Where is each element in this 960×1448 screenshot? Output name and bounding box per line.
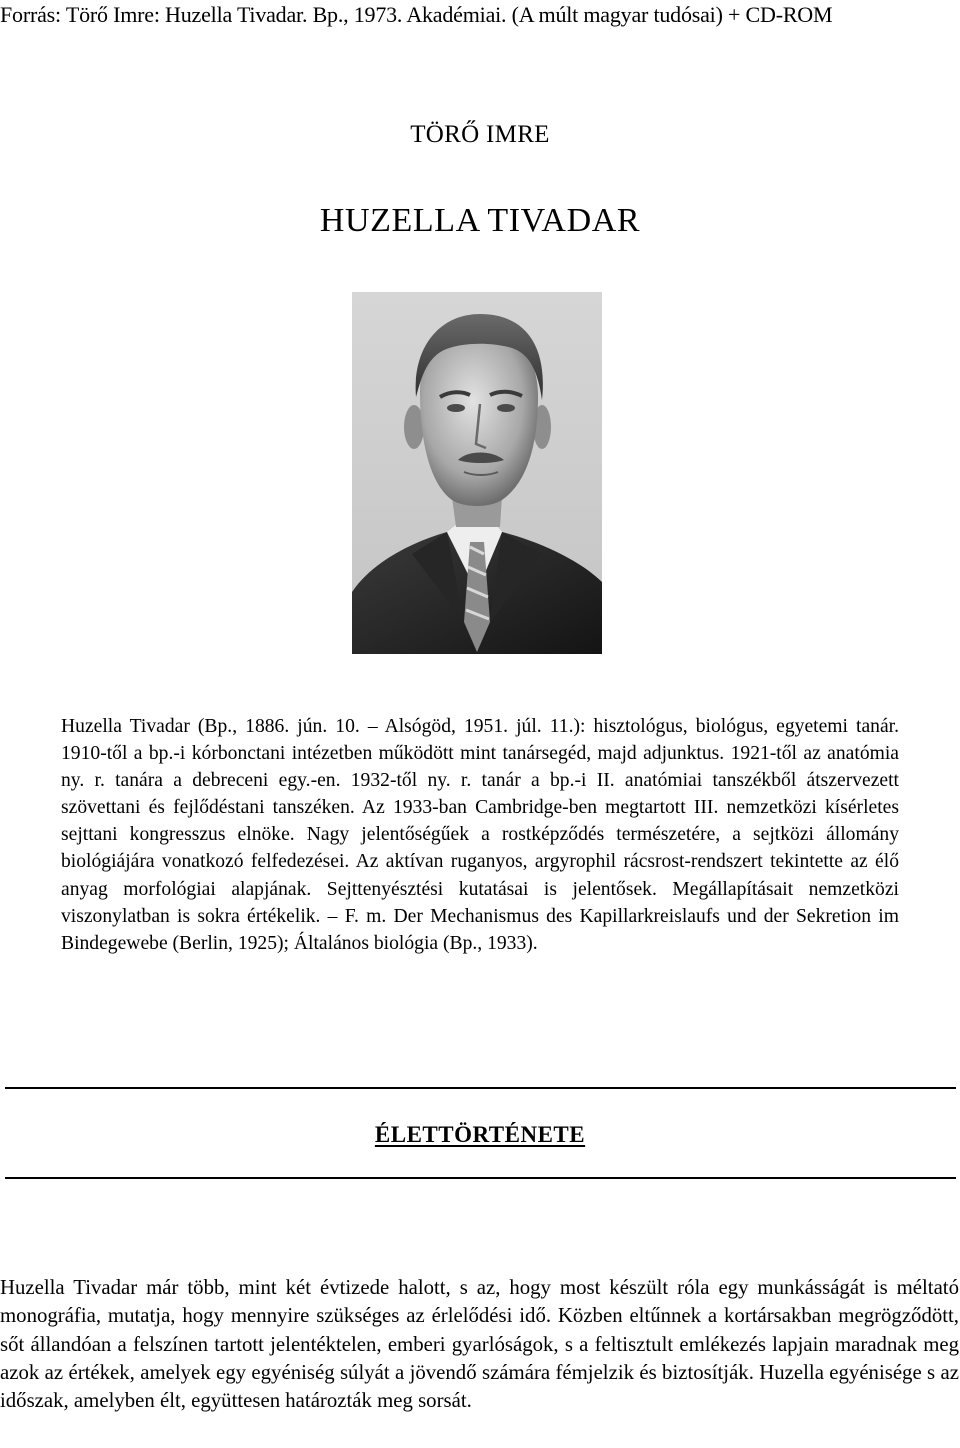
biography-summary: Huzella Tivadar (Bp., 1886. jún. 10. – Alsógöd, 1951. júl. 11.): hisztológus, biológus, egyetemi tanár. 1910-től a bp.-i kórbonctani intézetben működött mint tanársegéd, majd adjunktus. 1921-től az anatómia ny. r. tanára a debreceni egy.-en. 1932-től ny. r. tanár a bp.-i II. anatómiai tanszékből átszervezett szövettani és fejlődéstani tanszéken. Az 1933-ban Cambridge-ben megtartott III. nemzetközi kísérletes sejttani kongresszus elnöke. Nagy jelentőségűek a rostképződés természetére, a sejtközi állomány biológiájára vonatkozó felfedezései. Az aktívan ruganyos, argyrophil rácsrost-rendszert tekintette az élő anyag morfológiai alapjának. Sejttenyésztési kutatásai is jelentősek. Megállapításait nemzetközi viszonylatban is sokra értékelik. – F. m. Der Mechanismus des Kapillarkreislaufs und der Sekretion im Bindegewebe (Berlin, 1925); Általános biológia (Bp., 1933).	[61, 716, 899, 954]
section-heading: ÉLETTÖRTÉNETE	[374, 1122, 586, 1147]
divider-top	[5, 1087, 956, 1089]
divider-bottom	[5, 1177, 956, 1179]
author-name: TÖRŐ IMRE	[410, 121, 550, 148]
portrait-illustration	[352, 292, 602, 654]
page-title: HUZELLA TIVADAR	[319, 202, 641, 239]
source-citation: Forrás: Törő Imre: Huzella Tivadar. Bp., 1973. Akadémiai. (A múlt magyar tudósai) + CD-ROM	[0, 2, 833, 27]
body-paragraph: Huzella Tivadar már több, mint két évtizede halott, s az, hogy most készült róla egy munkásságát is méltató monográfia, mutatja, hogy mennyire szükséges az érlelődési idő. Közben eltűnnek a kortársakban megrögződött, sőt állandóan a felszínen tartott jelentéktelen, emberi gyarlóságok, s a feltisztult emlékezés lapjain maradnak meg azok az értékek, amelyek egy egyéniség súlyát a jövendő számára fémjelzik és biztosítják. Huzella egyénisége s az időszak, amelyben élt, együttesen határozták meg sorsát.	[0, 1276, 959, 1413]
portrait-photo	[352, 292, 602, 654]
